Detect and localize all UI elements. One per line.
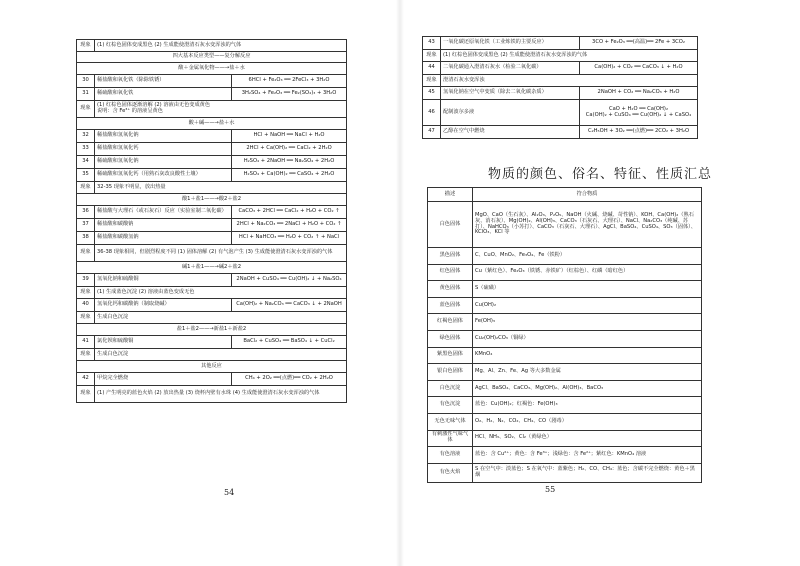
- left-page-number: 54: [224, 488, 235, 497]
- observation-label: 现象: [77, 287, 95, 299]
- section-row: [77, 52, 347, 63]
- reaction-name: 一氧化碳还原氧化铁（工业炼铁的主要反应）: [441, 37, 580, 50]
- property-description: 紫黑色固体: [428, 347, 473, 364]
- property-description: 黄色固体: [428, 281, 473, 298]
- reaction-class-label: 其他反应: [77, 361, 347, 373]
- reaction-name: 稀硫酸和氢氧化钠: [95, 156, 232, 169]
- reaction-equation: H₂SO₄ + 2NaOH ══ Na₂SO₄ + 2H₂O: [232, 156, 347, 169]
- observation-row: [77, 40, 347, 52]
- observation-label: 现象: [77, 40, 95, 52]
- reaction-row: [77, 373, 347, 386]
- reaction-class-row: [77, 194, 347, 206]
- reaction-equation: Ca(OH)₂ + CO₂ ══ CaCO₃ ↓ + H₂O: [580, 62, 698, 75]
- reaction-equation: CH₄ + 2O₂ ══(点燃)══ CO₂ + 2H₂O: [232, 373, 347, 386]
- property-description: 白色沉淀: [428, 380, 473, 397]
- reaction-equation: H₂SO₄ + Ca(OH)₂ ══ CaSO₄ + 2H₂O: [232, 169, 347, 182]
- property-substances: 蓝色：Cu(OH)₂；红褐色：Fe(OH)₃: [473, 397, 702, 414]
- reaction-number: 30: [77, 75, 95, 88]
- reaction-number: 31: [77, 88, 95, 101]
- reaction-equation: BaCl₂ + CuSO₄ ══ BaSO₄ ↓ + CuCl₂: [232, 336, 347, 349]
- observation-text: (1) 红棕色固体变成黑色 (2) 生成能使澄清石灰水变浑浊的气体: [95, 40, 347, 52]
- property-row: [428, 297, 702, 314]
- reaction-name: 稀盐酸和氢氧化钠: [95, 130, 232, 143]
- reaction-equation: CaO + H₂O ══ Ca(OH)₂ Ca(OH)₂ + CuSO₄ ══ Cu(OH)₂ ↓ + CaSO₄: [580, 100, 698, 126]
- observation-text: 生成白色沉淀: [95, 312, 347, 324]
- reaction-row: [77, 156, 347, 169]
- property-row: [428, 430, 702, 447]
- observation-row: [77, 287, 347, 299]
- reaction-name: 氯化钡和硫酸铜: [95, 336, 232, 349]
- reaction-number: 34: [77, 156, 95, 169]
- observation-label: 现象: [77, 182, 95, 194]
- property-row: [428, 364, 702, 381]
- reaction-number: 37: [77, 219, 95, 232]
- property-description: 红色固体: [428, 264, 473, 281]
- reaction-class-row: [77, 262, 347, 274]
- reaction-number: 36: [77, 206, 95, 219]
- property-row: [428, 202, 702, 248]
- reaction-name: 稀盐酸和氧化铁（除除铁锈）: [95, 75, 232, 88]
- property-description: 绿色固体: [428, 330, 473, 347]
- property-substances: KMnO₄: [473, 347, 702, 364]
- reaction-row: [423, 126, 698, 139]
- property-substances: HCl、NH₃、SO₂、Cl₂（黄绿色）: [473, 430, 702, 447]
- reaction-class-row: [77, 324, 347, 336]
- property-substances: S 在空气中：淡蓝色；S 在氧气中：蓝紫色；H₂、CO、CH₄：蓝色；含碳不完全燃烧：黄色＋黑烟: [473, 463, 702, 482]
- observation-label: 现象: [423, 50, 441, 62]
- property-substances: C、CuO、MnO₂、Fe₃O₄、Fe（铁粉）: [473, 248, 702, 265]
- reaction-row: [77, 206, 347, 219]
- property-substances: O₂、H₂、N₂、CO₂、CH₄、CO（剧毒）: [473, 413, 702, 430]
- reaction-row: [77, 219, 347, 232]
- property-substances: S（硫磺）: [473, 281, 702, 298]
- reaction-number: 35: [77, 169, 95, 182]
- reaction-name: 配制波尔多液: [441, 100, 580, 126]
- reaction-number: 44: [423, 62, 441, 75]
- reaction-number: 33: [77, 143, 95, 156]
- properties-header-row: [428, 188, 702, 202]
- observation-row: [77, 245, 347, 262]
- reaction-equation: HCl + NaHCO₃ ══ H₂O + CO₂ ↑ + NaCl: [232, 232, 347, 245]
- property-substances: Cu₂(OH)₂CO₃（铜绿）: [473, 330, 702, 347]
- property-substances: Cu(OH)₂: [473, 297, 702, 314]
- header-substances: 符合物质: [473, 188, 702, 202]
- reaction-name: 乙醇在空气中燃烧: [441, 126, 580, 139]
- observation-label: 现象: [77, 101, 95, 118]
- observation-text: 生成白色沉淀: [95, 349, 347, 361]
- reaction-row: [77, 88, 347, 101]
- property-row: [428, 330, 702, 347]
- observation-text: (1) 红棕色固体逐渐溶解 (2) 溶液由无色变成黄色 说明：含 Fe³⁺ 的溶液呈黄色: [95, 101, 347, 118]
- reaction-name: 稀硫酸和氧化铁: [95, 88, 232, 101]
- reaction-class-row: [77, 63, 347, 75]
- reaction-name: 氢氧化钠和硫酸铜: [95, 274, 232, 287]
- section-heading: 四大基本反应类型——复分解反应: [77, 52, 347, 63]
- reaction-equation: C₂H₅OH + 3O₂ ══(点燃)══ 2CO₂ + 3H₂O: [580, 126, 698, 139]
- reaction-equation: CaCO₃ + 2HCl ══ CaCl₂ + H₂O + CO₂ ↑: [232, 206, 347, 219]
- reaction-name: 氢氧化钙和碳酸钠（制取烧碱）: [95, 299, 232, 312]
- reaction-number: 40: [77, 299, 95, 312]
- property-description: 有刺激性气味气体: [428, 430, 473, 447]
- reaction-name: 稀硫酸和氢氧化钙（用熟石灰改良酸性土壤）: [95, 169, 232, 182]
- reaction-class-label: 碱1＋盐1——→碱2＋盐2: [77, 262, 347, 274]
- observation-text: (1) 生成蓝色沉淀 (2) 溶液由蓝色变成无色: [95, 287, 347, 299]
- observation-text: 32-35 现象不明显，放出热量: [95, 182, 347, 194]
- observation-label: 现象: [423, 75, 441, 87]
- property-substances: MgO、CaO（生石灰）、Al₂O₃、P₂O₅、NaOH（火碱、烧碱、苛性钠）、KOH、Ca(OH)₂（熟石灰、消石灰）、Mg(OH)₂、Al(OH)₃、CaCO₃（石灰石、大理石）、NaCl、Na₂CO₃（纯碱、苏打）、NaHCO₃（小苏打）、CaCO₃（石灰石、大理石）、AgCl、BaSO₄、CuSO₄、SO₃（固体）、KClO₃、KCl 等: [473, 202, 702, 248]
- observation-label: 现象: [77, 245, 95, 262]
- reaction-row: [77, 232, 347, 245]
- observation-label: 现象: [77, 386, 95, 403]
- reaction-name: 甲烷完全燃烧: [95, 373, 232, 386]
- reaction-number: 45: [423, 87, 441, 100]
- property-row: [428, 463, 702, 482]
- property-row: [428, 281, 702, 298]
- property-row: [428, 347, 702, 364]
- left-reaction-table: [76, 39, 347, 403]
- observation-row: [77, 386, 347, 403]
- observation-row: [77, 312, 347, 324]
- right-page: [400, 0, 800, 566]
- property-description: 有色沉淀: [428, 397, 473, 414]
- property-description: 有色溶液: [428, 447, 473, 464]
- reaction-row: [423, 87, 698, 100]
- reaction-row: [423, 37, 698, 50]
- reaction-class-label: 酸1＋盐1——→酸2＋盐2: [77, 194, 347, 206]
- property-substances: 蓝色：含 Cu²⁺；黄色：含 Fe³⁺；浅绿色：含 Fe²⁺；紫红色：KMnO₄ 溶液: [473, 447, 702, 464]
- reaction-number: 39: [77, 274, 95, 287]
- reaction-class-label: 酸＋金属氧化物——→盐＋水: [77, 63, 347, 75]
- property-row: [428, 397, 702, 414]
- observation-text: (1) 红棕色固体变成黑色 (2) 生成能使澄清石灰水变浑浊的气体: [441, 50, 698, 62]
- property-description: 无色无味气体: [428, 413, 473, 430]
- reaction-row: [77, 274, 347, 287]
- reaction-equation: HCl + NaOH ══ NaCl + H₂O: [232, 130, 347, 143]
- reaction-row: [77, 299, 347, 312]
- reaction-number: 46: [423, 100, 441, 126]
- reaction-row: [77, 336, 347, 349]
- reaction-equation: 2NaOH + CuSO₄ ══ Cu(OH)₂ ↓ + Na₂SO₄: [232, 274, 347, 287]
- reaction-name: 二氧化碳通入澄清石灰水（检验二氧化碳）: [441, 62, 580, 75]
- property-row: [428, 264, 702, 281]
- observation-row: [77, 101, 347, 118]
- observation-row: [423, 75, 698, 87]
- property-row: [428, 447, 702, 464]
- property-substances: Fe(OH)₃: [473, 314, 702, 331]
- reaction-name: 稀盐酸和氢氧化钙: [95, 143, 232, 156]
- property-row: [428, 380, 702, 397]
- reaction-number: 42: [77, 373, 95, 386]
- reaction-class-label: 酸＋碱——→盐＋水: [77, 118, 347, 130]
- property-description: 黑色固体: [428, 248, 473, 265]
- observation-row: [77, 182, 347, 194]
- reaction-number: 38: [77, 232, 95, 245]
- reaction-row: [77, 143, 347, 156]
- reaction-equation: 2HCl + Na₂CO₃ ══ 2NaCl + H₂O + CO₂ ↑: [232, 219, 347, 232]
- property-substances: Cu（紫红色）、Fe₂O₃（铁锈、赤铁矿）（红棕色）、红磷（暗红色）: [473, 264, 702, 281]
- observation-text: 36-38 现象相同，但剧烈程度不同 (1) 固体溶解 (2) 有气泡产生 (3) 生成能使澄清石灰水变浑浊的气体: [95, 245, 347, 262]
- reaction-equation: 6HCl + Fe₂O₃ ══ 2FeCl₃ + 3H₂O: [232, 75, 347, 88]
- reaction-number: 43: [423, 37, 441, 50]
- property-description: 蓝色固体: [428, 297, 473, 314]
- property-row: [428, 413, 702, 430]
- reaction-row: [77, 75, 347, 88]
- reaction-name: 稀盐酸与大理石（或石灰石）反应（实验室制二氧化碳）: [95, 206, 232, 219]
- reaction-row: [423, 100, 698, 126]
- right-reaction-table: [422, 36, 698, 139]
- property-substances: AgCl、BaSO₄、CaCO₃、Mg(OH)₂、Al(OH)₃、BaCO₃: [473, 380, 702, 397]
- observation-row: [77, 349, 347, 361]
- reaction-class-label: 盐1＋盐2——→新盐1＋新盐2: [77, 324, 347, 336]
- reaction-row: [423, 62, 698, 75]
- reaction-equation: 3CO + Fe₂O₃ ══(高温)══ 2Fe + 3CO₂: [580, 37, 698, 50]
- reaction-equation: Ca(OH)₂ + Na₂CO₃ ══ CaCO₃ ↓ + 2NaOH: [232, 299, 347, 312]
- reaction-class-row: [77, 118, 347, 130]
- observation-text: (1) 产生明亮的蓝色火焰 (2) 放出热量 (3) 烧杯内壁有水珠 (4) 生成能使澄清石灰水变浑浊的气体: [95, 386, 347, 403]
- property-description: 白色固体: [428, 202, 473, 248]
- property-description: 银白色固体: [428, 364, 473, 381]
- observation-text: 澄清石灰水变浑浊: [441, 75, 698, 87]
- property-description: 红褐色固体: [428, 314, 473, 331]
- property-row: [428, 314, 702, 331]
- section-title: 物质的颜色、俗名、特征、性质汇总: [487, 167, 712, 182]
- reaction-number: 41: [77, 336, 95, 349]
- observation-label: 现象: [77, 349, 95, 361]
- right-page-number: 55: [545, 485, 556, 494]
- reaction-name: 氢氧化钠在空气中变质（除去二氧化碳杂质）: [441, 87, 580, 100]
- property-substances: Mg、Al、Zn、Fe、Ag 等大多数金属: [473, 364, 702, 381]
- reaction-number: 47: [423, 126, 441, 139]
- reaction-number: 32: [77, 130, 95, 143]
- reaction-equation: 2HCl + Ca(OH)₂ ══ CaCl₂ + 2H₂O: [232, 143, 347, 156]
- observation-row: [423, 50, 698, 62]
- reaction-name: 稀盐酸和碳酸钠: [95, 219, 232, 232]
- property-description: 有色火焰: [428, 463, 473, 482]
- property-row: [428, 248, 702, 265]
- reaction-equation: 3H₂SO₄ + Fe₂O₃ ══ Fe₂(SO₄)₃ + 3H₂O: [232, 88, 347, 101]
- reaction-class-row: [77, 361, 347, 373]
- reaction-equation: 2NaOH + CO₂ ══ Na₂CO₃ + H₂O: [580, 87, 698, 100]
- header-description: 描述: [428, 188, 473, 202]
- properties-table: [427, 187, 702, 483]
- reaction-name: 稀盐酸和碳酸氢钠: [95, 232, 232, 245]
- reaction-row: [77, 130, 347, 143]
- observation-label: 现象: [77, 312, 95, 324]
- reaction-row: [77, 169, 347, 182]
